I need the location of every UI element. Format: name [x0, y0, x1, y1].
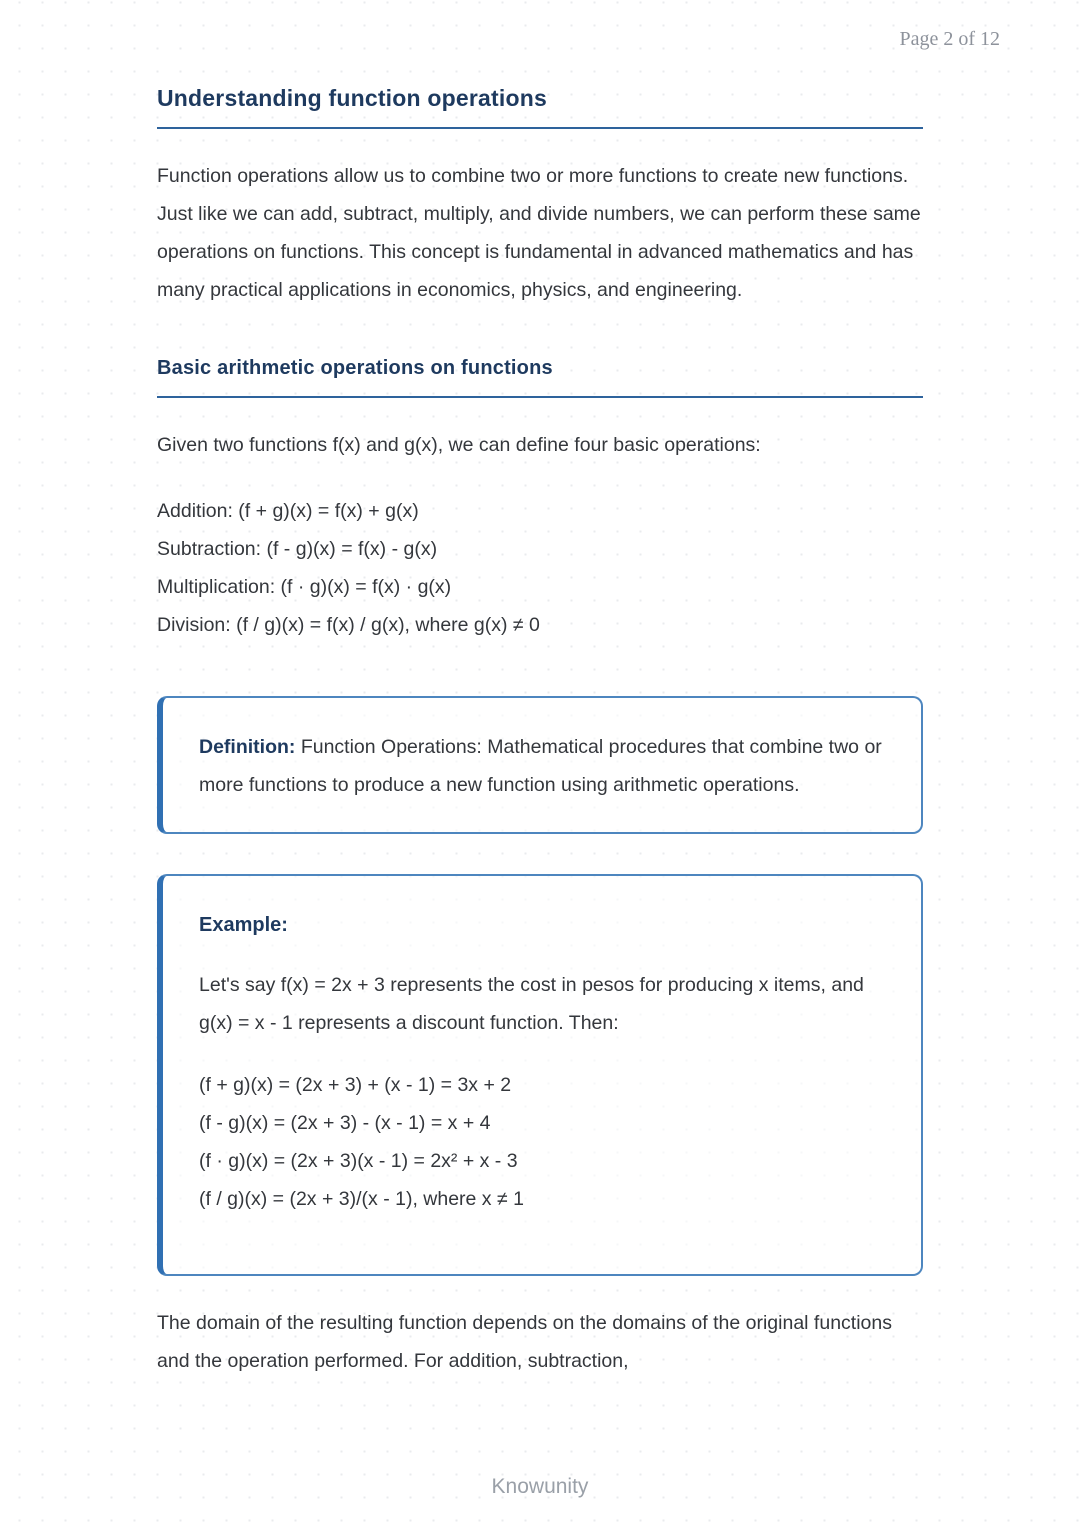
formula-division: (f / g)(x) = (2x + 3)/(x - 1), where x ≠ 1: [199, 1188, 524, 1210]
operation-addition: Addition: (f + g)(x) = f(x) + g(x): [157, 500, 419, 522]
formula-addition: (f + g)(x) = (2x + 3) + (x - 1) = 3x + 2: [199, 1074, 512, 1096]
heading-divider: [157, 127, 923, 129]
heading-divider: [157, 396, 923, 398]
definition-label: Definition:: [199, 736, 296, 758]
operation-division: Division: (f / g)(x) = f(x) / g(x), where g(x) ≠ 0: [157, 614, 540, 636]
example-label: Example:: [199, 914, 288, 936]
page-indicator: Page 2 of 12: [899, 28, 1000, 50]
closing-paragraph: The domain of the resulting function depends on the domains of the original functions and the operation performed. For addition, subtraction,: [157, 1312, 892, 1372]
definition-text: Function Operations: Mathematical procedures that combine two or more functions to produce a new function using arithmetic operations.: [199, 736, 882, 796]
intro-paragraph: Function operations allow us to combine two or more functions to create new functions. Just like we can add, subtract, multiply, and divide numbers, we can perform these same operations on functions. This concept is fundamental in advanced mathematics and has many practical applications in economics, physics, and engineering.: [157, 165, 921, 301]
operations-list: [157, 492, 923, 644]
operations-intro-paragraph: Given two functions f(x) and g(x), we can define four basic operations:: [157, 434, 761, 456]
example-box: [157, 874, 923, 1276]
operation-subtraction: Subtraction: (f - g)(x) = f(x) - g(x): [157, 538, 438, 560]
example-intro-paragraph: Let's say f(x) = 2x + 3 represents the cost in pesos for producing x items, and g(x) = x - 1 represents a discount function. Then:: [199, 974, 864, 1034]
formula-subtraction: (f - g)(x) = (2x + 3) - (x - 1) = x + 4: [199, 1112, 491, 1134]
section-heading-basic-arithmetic-operations: Basic arithmetic operations on functions: [157, 357, 553, 379]
definition-box: [157, 696, 923, 834]
operation-multiplication: Multiplication: (f · g)(x) = f(x) · g(x): [157, 576, 452, 598]
document-content: [157, 0, 923, 1380]
example-formula-list: [199, 1066, 885, 1218]
footer-brand: Knowunity: [491, 1475, 589, 1498]
section-heading-understanding-function-operations: Understanding function operations: [157, 85, 547, 111]
formula-multiplication: (f · g)(x) = (2x + 3)(x - 1) = 2x² + x - 3: [199, 1150, 518, 1172]
